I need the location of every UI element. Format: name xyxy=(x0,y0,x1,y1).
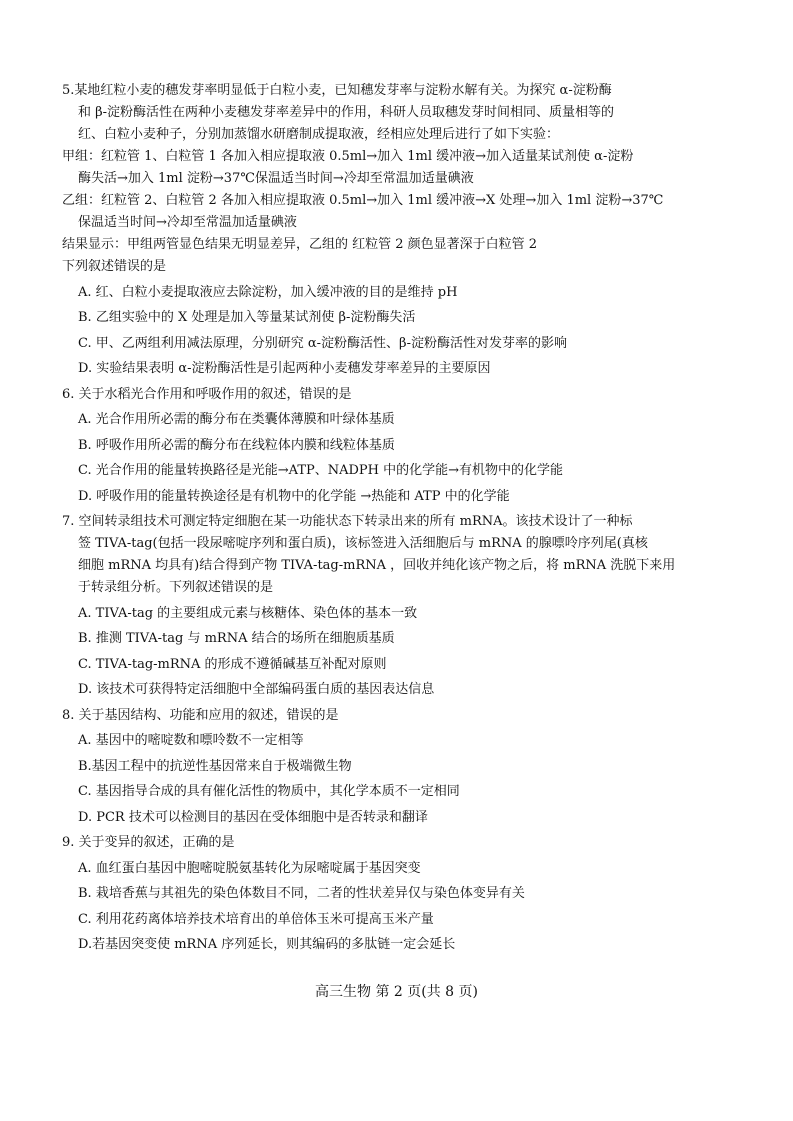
page-footer: 高三生物 第 2 页(共 8 页) xyxy=(315,984,478,1000)
q8-option-c: C. 基因指导合成的具有催化活性的物质中，其化学本质不一定相同 xyxy=(78,784,460,799)
q7-stem-line: 7. 空间转录组技术可测定特定细胞在某一功能状态下转录出来的所有 mRNA。该技术设计了一种标 xyxy=(62,514,633,529)
q6-stem: 6. 关于水稻光合作用和呼吸作用的叙述，错误的是 xyxy=(62,386,352,402)
q7-stem-line: 细胞 mRNA 均具有)结合得到产物 TIVA-tag-mRNA ，回收并纯化该产物之后，将 mRNA 洗脱下来用 xyxy=(78,558,676,573)
q9-stem: 9. 关于变异的叙述，正确的是 xyxy=(62,835,235,850)
q5-group-a-line: 酶失活→加入 1ml 淀粉→37℃保温适当时间→冷却至常温加适量碘液 xyxy=(78,171,474,186)
q7-option-b: B. 推测 TIVA-tag 与 mRNA 结合的场所在细胞质基质 xyxy=(78,631,395,646)
q7-option-a: A. TIVA-tag 的主要组成元素与核糖体、染色体的基本一致 xyxy=(78,605,418,621)
q7-option-c: C. TIVA-tag-mRNA 的形成不遵循碱基互补配对原则 xyxy=(78,656,387,672)
q9-option-b: B. 栽培香蕉与其祖先的染色体数目不同，二者的性状差异仅与染色体变异有关 xyxy=(78,886,525,901)
q8-stem: 8. 关于基因结构、功能和应用的叙述，错误的是 xyxy=(62,707,339,723)
q7-stem-line: 签 TIVA-tag(包括一段尿嘧啶序列和蛋白质)，该标签进入活细胞后与 mRNA 的腺嘌呤序列尾(真核 xyxy=(78,536,648,551)
q6-option-d: D. 呼吸作用的能量转换途径是有机物中的化学能 →热能和 ATP 中的化学能 xyxy=(78,488,510,504)
q5-result: 结果显示：甲组两管显色结果无明显差异，乙组的 红粒管 2 颜色显著深于白粒管 2 xyxy=(62,237,538,252)
q7-stem-line: 于转录组分析。下列叙述错误的是 xyxy=(78,580,274,595)
question-8 xyxy=(62,705,742,829)
question-9 xyxy=(62,832,742,956)
q5-stem-line: 5.某地红粒小麦的穗发芽率明显低于白粒小麦，已知穗发芽率与淀粉水解有关。为探究 α-淀粉酶 xyxy=(62,83,612,98)
q5-stem-line: 和 β-淀粉酶活性在两种小麦穗发芽率差异中的作用，科研人员取穗发芽时间相同、质量相等的 xyxy=(78,105,615,120)
q5-option-a: A. 红、白粒小麦提取液应去除淀粉，加入缓冲液的目的是维持 pH xyxy=(78,284,458,300)
q9-option-d: D.若基因突变使 mRNA 序列延长，则其编码的多肽链一定会延长 xyxy=(78,937,456,952)
q5-option-d: D. 实验结果表明 α-淀粉酶活性是引起两种小麦穗发芽率差异的主要原因 xyxy=(78,361,491,376)
question-5 xyxy=(62,80,742,380)
q9-option-a: A. 血红蛋白基因中胞嘧啶脱氨基转化为尿嘧啶属于基因突变 xyxy=(78,860,421,876)
q9-option-c: C. 利用花药离体培养技术培育出的单倍体玉米可提高玉米产量 xyxy=(78,911,434,927)
q5-option-b: B. 乙组实验中的 X 处理是加入等量某试剂使 β-淀粉酶失活 xyxy=(78,310,416,325)
q6-option-c: C. 光合作用的能量转换路径是光能→ATP、NADPH 中的化学能→有机物中的化学能 xyxy=(78,463,564,478)
question-6 xyxy=(62,384,742,508)
q5-option-c: C. 甲、乙两组利用减法原理，分别研究 α-淀粉酶活性、β-淀粉酶活性对发芽率的影响 xyxy=(78,335,567,351)
page-content xyxy=(62,80,742,960)
q5-group-a-line: 甲组：红粒管 1、白粒管 1 各加入相应提取液 0.5ml→加入 1ml 缓冲液→加入适量某试剂使 α-淀粉 xyxy=(62,149,634,164)
q6-option-a: A. 光合作用所必需的酶分布在类囊体薄膜和叶绿体基质 xyxy=(78,412,395,427)
q5-group-b-line: 乙组：红粒管 2、白粒管 2 各加入相应提取液 0.5ml→加入 1ml 缓冲液→X 处理→加入 1ml 淀粉→37℃ xyxy=(62,193,664,208)
q5-stem-line: 红、白粒小麦种子，分别加蒸馏水研磨制成提取液，经相应处理后进行了如下实验： xyxy=(78,127,560,142)
q6-option-b: B. 呼吸作用所必需的酶分布在线粒体内膜和线粒体基质 xyxy=(78,437,395,453)
q8-option-b: B.基因工程中的抗逆性基因常来自于极端微生物 xyxy=(78,758,352,774)
question-7 xyxy=(62,511,742,701)
q8-option-a: A. 基因中的嘧啶数和嘌呤数不一定相等 xyxy=(78,733,304,748)
q8-option-d: D. PCR 技术可以检测目的基因在受体细胞中是否转录和翻译 xyxy=(78,809,428,825)
q5-question: 下列叙述错误的是 xyxy=(62,259,167,274)
q7-option-d: D. 该技术可获得特定活细胞中全部编码蛋白质的基因表达信息 xyxy=(78,682,435,697)
q5-group-b-line: 保温适当时间→冷却至常温加适量碘液 xyxy=(78,215,297,230)
